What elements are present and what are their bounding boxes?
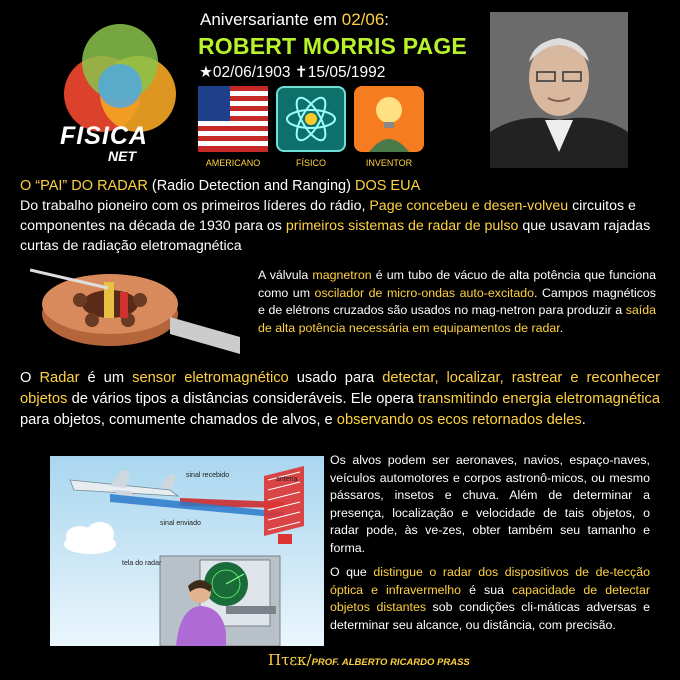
- badge-label-physicist: FÍSICO: [295, 158, 326, 168]
- intro-paragraph: Do trabalho pioneiro com os primeiros líderes do rádio, Page concebeu e desen-volveu circuitos e componentes na década de 1930 para os primeiros sistemas de radar de pulso que usavam rajadas curtas de radiação eletromagnética: [20, 198, 651, 254]
- label-radar-screen: tela do radar: [122, 560, 162, 567]
- author-signature: Πτεκ/PROF. ALBERTO RICARDO PRASS: [268, 651, 470, 669]
- logo-brand-sub: NET: [108, 148, 136, 164]
- cross-icon: ✝: [294, 64, 308, 81]
- badge-label-inventor: INVENTOR: [365, 158, 413, 168]
- atom-icon: [276, 86, 346, 152]
- label-received-signal: sinal recebido: [186, 472, 230, 479]
- star-icon: ★: [199, 64, 213, 81]
- life-dates: ★02/06/1903 ✝15/05/1992: [199, 64, 386, 81]
- page-title: ROBERT MORRIS PAGE: [198, 33, 467, 59]
- badge-label-american: AMERICANO: [205, 158, 261, 168]
- portrait-photo: [490, 12, 628, 168]
- radar-diagram: [50, 456, 324, 646]
- section-heading: O “PAI” DO RADAR (Radio Detection and Ranging) DOS EUA: [20, 178, 421, 194]
- label-antenna: antena: [276, 476, 298, 483]
- targets-paragraph: Os alvos podem ser aeronaves, navios, espaço-naves, veículos automotores e corpos astronô-micos, ou mesmo pássaros, insetos e chuva. Além de determinar a presença, localização e velocidade de tais objetos, o radar pode, às ve-zes, obter também seu tamanho e forma.: [330, 453, 650, 555]
- us-flag-icon: [198, 86, 268, 152]
- magnetron-illustration: [30, 262, 250, 360]
- fisicanet-logo: [50, 12, 190, 172]
- distinction-paragraph: O que distingue o radar dos dispositivos de de-tecção óptica e infravermelho é sua capacidade de detectar objetos distantes sob condições cli-máticas adversas e determinar seu alcance, ou distância, com precisão.: [330, 565, 650, 632]
- radar-definition-paragraph: O Radar é um sensor eletromagnético usado para detectar, localizar, rastrear e reconhecer objetos de vários tipos a distâncias consideráveis. Ele opera transmitindo energia eletromagnética para objetos, comumente chamados de alvos, e observando os ecos retornados deles.: [20, 370, 660, 428]
- magnetron-paragraph: A válvula magnetron é um tubo de vácuo de alta potência que funciona como um oscilador de micro-ondas auto-excitado. Campos magnéticos e de elétrons cruzados são usados no mag-netron para produzir a saída de alta potência necessária em equipamentos de radar.: [258, 268, 656, 335]
- lightbulb-person-icon: [354, 86, 424, 152]
- logo-brand: FISICA: [60, 122, 148, 150]
- label-sent-signal: sinal enviado: [160, 520, 201, 527]
- anniversary-line: Aniversariante em 02/06:: [200, 10, 390, 29]
